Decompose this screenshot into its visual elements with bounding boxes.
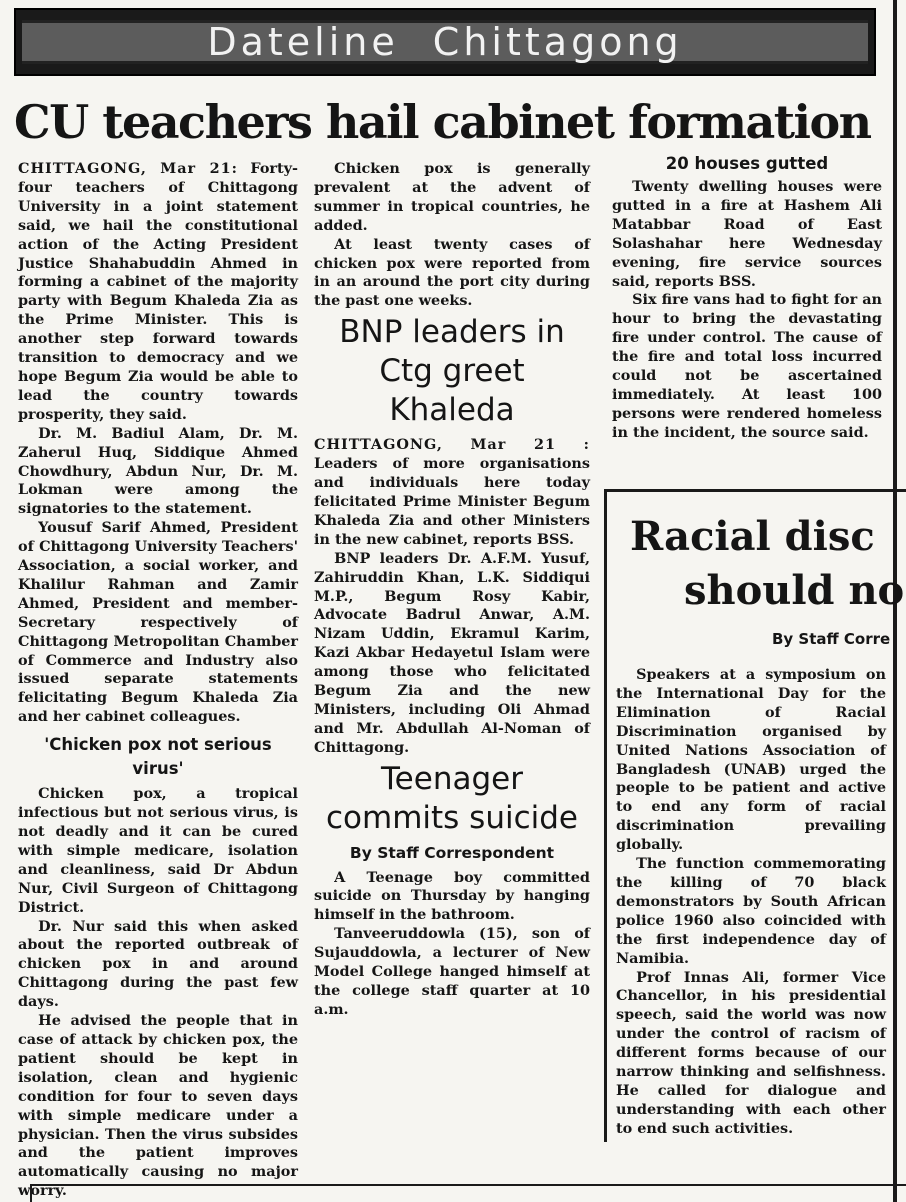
racial-byline: By Staff Corre bbox=[772, 630, 891, 648]
fire-paragraph-1: Twenty dwelling houses were gutted in a fire at Hashem Ali Matabbar Road of East Solashahar here Wednesday evening, fire service sources said, reports BSS. bbox=[612, 178, 882, 290]
cu-dateline: CHITTAGONG, Mar 21: bbox=[18, 160, 238, 177]
bnp-dateline: CHITTAGONG, Mar 21 : bbox=[314, 436, 590, 454]
bnp-paragraph-2: BNP leaders Dr. A.F.M. Yusuf, Zahiruddin Khan, L.K. Siddiqui M.P., Begum Rosy Kabir, Advocate Badrul Anwar, A.M. Nizam Uddin, Ekramul Karim, Kazi Akbar Hedayetul Islam were among those who felicitated Begum Zia and the new Ministers, including Oli Ahmad and Mr. Abdullah Al-Noman of Chittagong. bbox=[314, 549, 590, 756]
teen-headline: Teenager commits suicide bbox=[326, 760, 578, 836]
racial-paragraph-1: Speakers at a symposium on the International Day for the Elimination of Racial Discrimination organised by United Nations Association of Bangladesh (UNAB) urged the people to be patient and active to end any form of racial discrimination prevailing globally. bbox=[616, 666, 886, 854]
cu-paragraph-3: Yousuf Sarif Ahmed, President of Chittagong University Teachers' Association, a social worker, and Khalilur Rahman and Zamir Ahmed, President and member-Secretary respectively of Chittagong Metropolitan Chamber of Commerce and Industry also issued separate statements felicitating Begum Khaleda Zia and her cabinet colleagues. bbox=[18, 519, 298, 726]
racial-headline-line-2: should no bbox=[684, 567, 905, 614]
fire-paragraph-2: Six fire vans had to fight for an hour to bring the devastating fire under control. The cause of the fire and total loss incurred could not be ascertained immediately. At least 100 persons were rendered homeless in the incident, the source said. bbox=[612, 291, 883, 441]
chickenpox-paragraph-4: Chicken pox is generally prevalent at the advent of summer in tropical countries, he added. bbox=[314, 160, 590, 234]
cu-paragraph-2: Dr. M. Badiul Alam, Dr. M. Zaherul Huq, Siddique Ahmed Chowdhury, Abdun Nur, Dr. M. Lokman were among the signatories to the statement. bbox=[18, 424, 298, 518]
cu-paragraph-1-text: Forty-four teachers of Chittagong University in a joint statement said, we hail the constitutional action of the Acting President Justice Shahabuddin Ahmed in forming a cabinet of the majority party with Begum Khaleda Zia as the Prime Minister. This is another step forward towards transition to democracy and we hope Begum Zia would be able to lead the country towards prosperity, they said. bbox=[18, 160, 298, 423]
chickenpox-headline: 'Chicken pox not serious virus' bbox=[44, 735, 272, 779]
teen-paragraph-2: Tanveeruddowla (15), son of Sujauddowla, a lecturer of New Model College hanged himself at the college staff quarter at 10 a.m. bbox=[314, 925, 590, 1018]
section-banner-inner bbox=[22, 20, 868, 64]
chickenpox-paragraph-5: At least twenty cases of chicken pox were reported from in an around the port city during the past one weeks. bbox=[314, 235, 590, 310]
column-3 bbox=[612, 152, 882, 443]
chickenpox-paragraph-2: Dr. Nur said this when asked about the reported outbreak of chicken pox in and around Chittagong during the past few days. bbox=[18, 917, 298, 1011]
racial-headline-line-1: Racial disc bbox=[630, 513, 875, 560]
section-title: Dateline Chittagong bbox=[207, 20, 683, 64]
main-headline: CU teachers hail cabinet formation bbox=[14, 95, 871, 149]
racial-paragraph-3: Prof Innas Ali, former Vice Chancellor, in his presidential speech, said the world was now under the control of racism of different forms because of our narrow thinking and selfishness. He called for dialogue and understanding with each other to end such activities. bbox=[616, 968, 886, 1137]
column-1 bbox=[18, 160, 298, 1201]
chickenpox-paragraph-3: He advised the people that in case of attack by chicken pox, the patient should be kept in isolation, clean and hygienic condition for four to seven days with simple medicare under a physician. Then the virus subsides and the patient improves automatically causing no major worry. bbox=[18, 1012, 298, 1200]
racial-column bbox=[616, 666, 886, 1139]
bnp-paragraph-1 bbox=[314, 436, 590, 549]
section-banner bbox=[14, 8, 876, 76]
fire-headline: 20 houses gutted bbox=[665, 154, 829, 173]
bnp-paragraph-1-text: Leaders of more organisations and individuals here today felicitated Prime Minister Begum Khaleda Zia and other Ministers in the new cabinet, reports BSS. bbox=[314, 455, 590, 548]
racial-paragraph-2: The function commemorating the killing of 70 black demonstrators by South African police 1960 also coincided with the first independence day of Namibia. bbox=[616, 855, 886, 967]
bottom-rule bbox=[30, 1184, 906, 1202]
column-2 bbox=[314, 160, 590, 1020]
teen-paragraph-1: A Teenage boy committed suicide on Thursday by hanging himself in the bathroom. bbox=[314, 868, 590, 924]
teen-byline: By Staff Correspondent bbox=[349, 843, 555, 862]
bnp-headline: BNP leaders in Ctg greet Khaleda bbox=[339, 314, 565, 429]
chickenpox-paragraph-1: Chicken pox, a tropical infectious but not serious virus, is not deadly and it can be cured with simple medicare, isolation and cleanliness, said Dr Abdun Nur, Civil Surgeon of Chittagong District. bbox=[18, 785, 298, 916]
racial-headline bbox=[630, 510, 906, 618]
cu-paragraph-1 bbox=[18, 160, 298, 425]
